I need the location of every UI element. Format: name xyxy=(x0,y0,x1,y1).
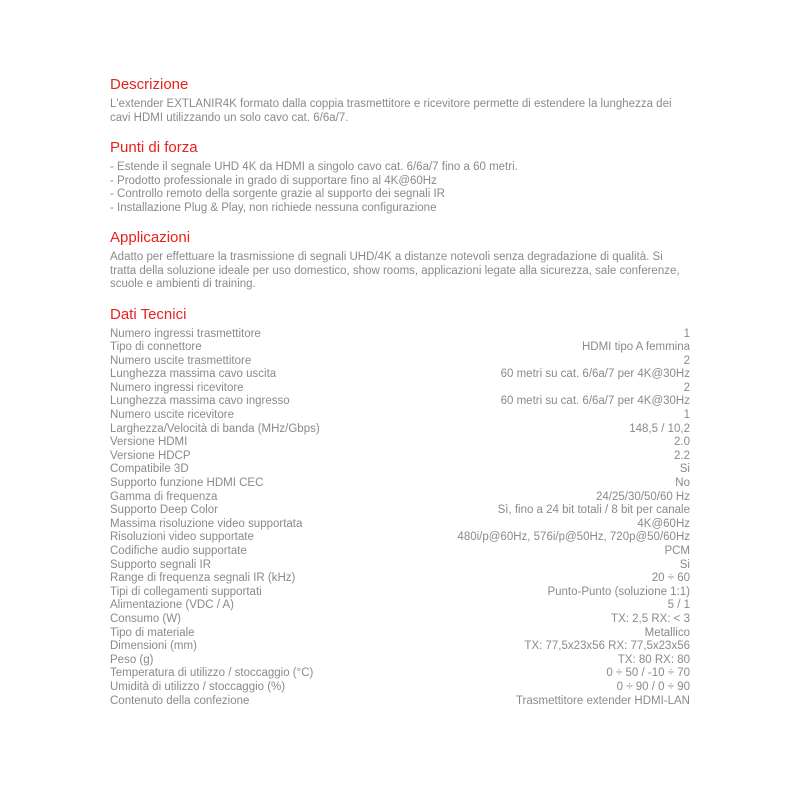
section-description xyxy=(110,77,690,125)
spec-value: 4K@60Hz xyxy=(637,517,690,530)
spec-value: 2.0 xyxy=(674,436,690,449)
spec-row xyxy=(110,613,690,627)
spec-label: Versione HDCP xyxy=(110,449,191,462)
spec-label: Temperatura di utilizzo / stoccaggio (°C) xyxy=(110,667,314,680)
spec-label: Numero uscite ricevitore xyxy=(110,409,234,422)
spec-row xyxy=(110,586,690,600)
strength-item: - Prodotto professionale in grado di supportare fino al 4K@60Hz xyxy=(110,174,437,187)
spec-label: Supporto segnali IR xyxy=(110,558,212,571)
spec-row xyxy=(110,463,690,477)
spec-row xyxy=(110,545,690,559)
spec-label: Tipo di connettore xyxy=(110,341,202,354)
spec-row xyxy=(110,518,690,532)
spec-table xyxy=(110,328,690,709)
spec-label: Numero uscite trasmettitore xyxy=(110,354,252,367)
spec-row xyxy=(110,450,690,464)
description-body: L'extender EXTLANIR4K formato dalla coppia trasmettitore e ricevitore permette di estendere la lunghezza dei cavi HDMI utilizzando un solo cavo cat. 6/6a/7. xyxy=(110,98,672,124)
spec-label: Peso (g) xyxy=(110,653,154,666)
spec-value: TX: 2,5 RX: < 3 xyxy=(611,612,690,625)
spec-row xyxy=(110,477,690,491)
spec-row xyxy=(110,423,690,437)
spec-row xyxy=(110,382,690,396)
spec-label: Larghezza/Velocità di banda (MHz/Gbps) xyxy=(110,422,320,435)
spec-row xyxy=(110,627,690,641)
spec-value: 0 ÷ 90 / 0 ÷ 90 xyxy=(616,680,690,693)
spec-row xyxy=(110,341,690,355)
spec-row xyxy=(110,504,690,518)
datasheet-page xyxy=(110,0,690,708)
section-specs xyxy=(110,307,690,709)
applications-title: Applicazioni xyxy=(110,229,191,246)
spec-row xyxy=(110,355,690,369)
spec-value: 148,5 / 10,2 xyxy=(629,422,690,435)
spec-value: 0 ÷ 50 / -10 ÷ 70 xyxy=(606,667,690,680)
description-title: Descrizione xyxy=(110,76,189,93)
spec-label: Codifiche audio supportate xyxy=(110,545,247,557)
spec-value: 1 xyxy=(683,327,690,340)
spec-row xyxy=(110,681,690,695)
spec-label: Lunghezza massima cavo ingresso xyxy=(110,395,290,408)
strengths-list xyxy=(110,161,690,215)
spec-label: Consumo (W) xyxy=(110,612,181,625)
spec-label: Dimensioni (mm) xyxy=(110,640,197,653)
spec-value: 2 xyxy=(683,381,690,394)
spec-label: Massima risoluzione video supportata xyxy=(110,517,303,530)
spec-value: Si xyxy=(679,463,690,476)
spec-label: Tipi di collegamenti supportati xyxy=(110,585,262,598)
spec-value: 24/25/30/50/60 Hz xyxy=(596,490,690,503)
spec-row xyxy=(110,667,690,681)
spec-label: Supporto funzione HDMI CEC xyxy=(110,477,264,490)
strength-item: - Installazione Plug & Play, non richiede nessuna configurazione xyxy=(110,201,437,214)
spec-label: Supporto Deep Color xyxy=(110,504,219,517)
spec-value: Trasmettitore extender HDMI-LAN xyxy=(515,694,690,707)
spec-row xyxy=(110,491,690,505)
spec-value: TX: 77,5x23x56 RX: 77,5x23x56 xyxy=(524,640,690,653)
spec-label: Compatibile 3D xyxy=(110,463,189,476)
spec-value: 2 xyxy=(683,354,690,367)
spec-value: TX: 80 RX: 80 xyxy=(617,653,690,666)
spec-value: 1 xyxy=(683,409,690,422)
spec-label: Risoluzioni video supportate xyxy=(110,531,254,544)
spec-row xyxy=(110,409,690,423)
spec-value: 5 / 1 xyxy=(667,599,690,612)
section-strengths xyxy=(110,140,690,215)
spec-row xyxy=(110,695,690,709)
spec-row xyxy=(110,572,690,586)
spec-row xyxy=(110,395,690,409)
strength-item: - Estende il segnale UHD 4K da HDMI a singolo cavo cat. 6/6a/7 fino a 60 metri. xyxy=(110,161,518,173)
spec-label: Range di frequenza segnali IR (kHz) xyxy=(110,572,296,585)
spec-label: Alimentazione (VDC / A) xyxy=(110,599,234,612)
spec-value: 2.2 xyxy=(674,449,690,462)
spec-value: Metallico xyxy=(644,626,690,639)
spec-value: 480i/p@60Hz, 576i/p@50Hz, 720p@50/60Hz xyxy=(457,531,690,544)
spec-value: HDMI tipo A femmina xyxy=(581,341,690,354)
spec-label: Contenuto della confezione xyxy=(110,694,250,707)
spec-label: Lunghezza massima cavo uscita xyxy=(110,368,277,381)
spec-row xyxy=(110,654,690,668)
spec-value: Si xyxy=(679,558,690,571)
strength-item: - Controllo remoto della sorgente grazie al supporto dei segnali IR xyxy=(110,188,445,200)
spec-label: Numero ingressi ricevitore xyxy=(110,381,244,394)
spec-row xyxy=(110,368,690,382)
spec-value: No xyxy=(675,477,690,490)
spec-value: Punto-Punto (soluzione 1:1) xyxy=(547,585,690,598)
spec-label: Gamma di frequenza xyxy=(110,490,218,503)
specs-title: Dati Tecnici xyxy=(110,305,187,323)
spec-row xyxy=(110,599,690,613)
spec-row xyxy=(110,640,690,654)
spec-label: Numero ingressi trasmettitore xyxy=(110,327,261,340)
strengths-title: Punti di forza xyxy=(110,139,198,156)
spec-row xyxy=(110,531,690,545)
applications-body: Adatto per effettuare la trasmissione di segnali UHD/4K a distanze notevoli senza degradazione di qualità. Si tratta della soluzione ideale per uso domestico, show rooms, applicazioni legate alla sicurezza, sale conferenze, scuole e ambienti di training. xyxy=(110,251,680,290)
spec-value: Sì, fino a 24 bit totali / 8 bit per canale xyxy=(497,504,690,517)
section-applications xyxy=(110,230,690,292)
spec-label: Versione HDMI xyxy=(110,436,188,449)
spec-row xyxy=(110,328,690,342)
spec-value: 60 metri su cat. 6/6a/7 per 4K@30Hz xyxy=(500,368,690,381)
spec-label: Umidità di utilizzo / stoccaggio (%) xyxy=(110,680,286,693)
spec-label: Tipo di materiale xyxy=(110,626,195,639)
spec-value: 60 metri su cat. 6/6a/7 per 4K@30Hz xyxy=(500,395,690,408)
spec-row xyxy=(110,436,690,450)
spec-value: PCM xyxy=(664,545,690,557)
spec-row xyxy=(110,559,690,573)
spec-value: 20 ÷ 60 xyxy=(651,572,690,585)
